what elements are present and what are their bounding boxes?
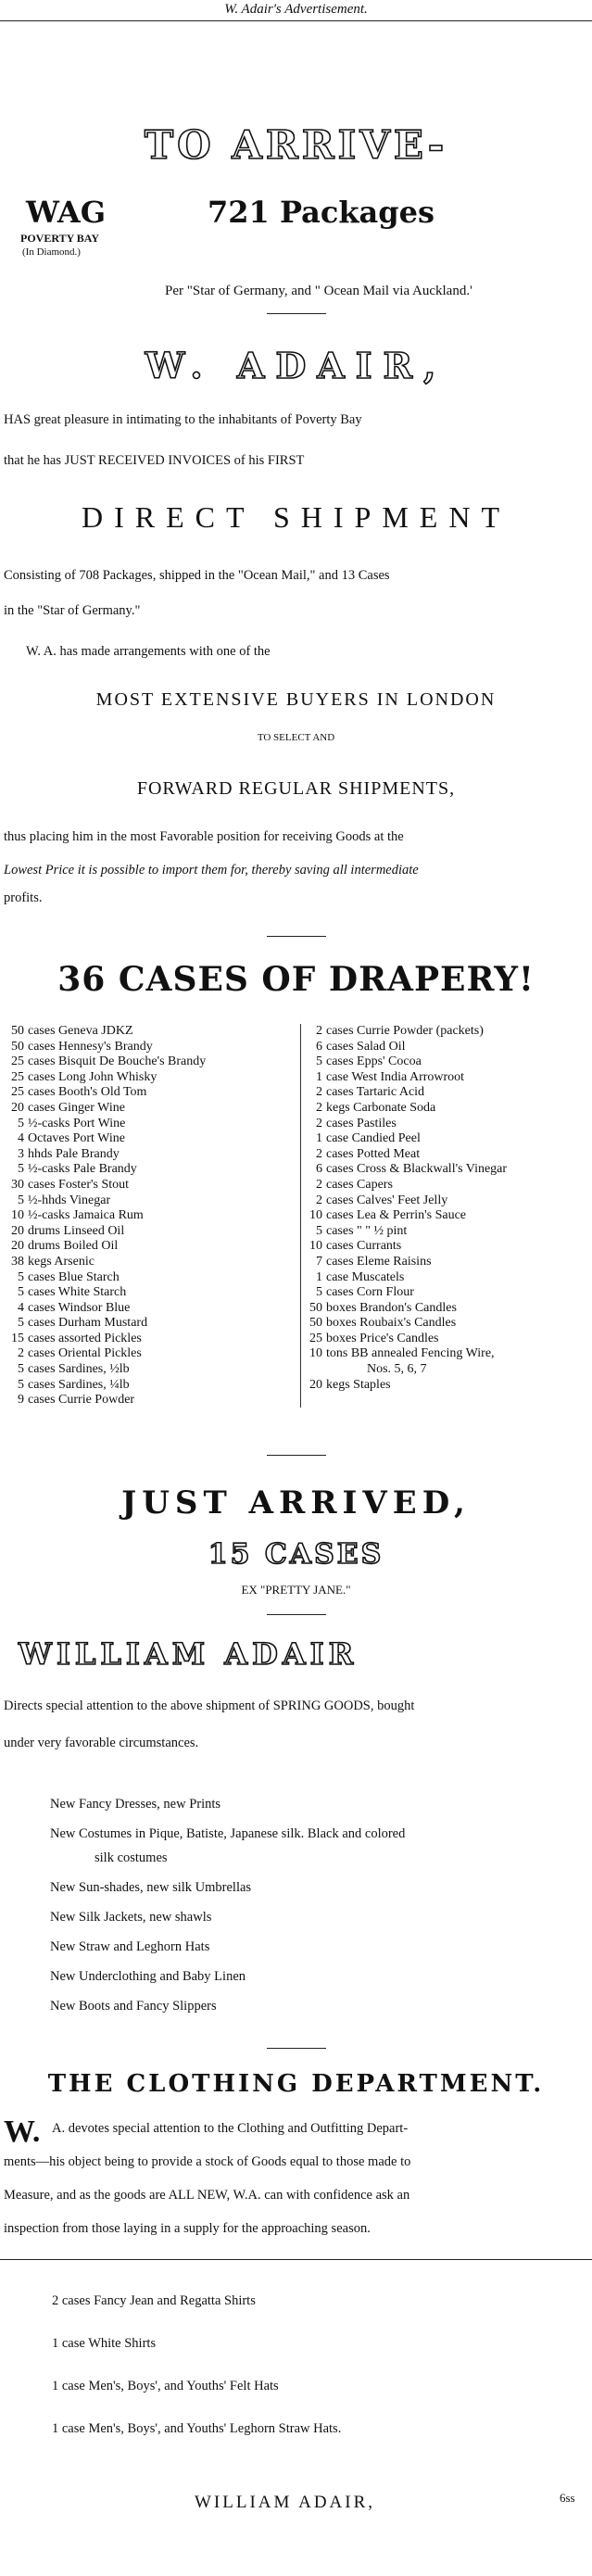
- goods-quantity: 6: [316, 1162, 322, 1177]
- goods-item: Octaves Port Wine: [28, 1131, 125, 1146]
- goods-item: cases Long John Whisky: [28, 1069, 157, 1084]
- direct-shipment-heading: DIRECT SHIPMENT: [82, 500, 510, 534]
- clothing-line-4: inspection from those laying in a supply for the approaching season.: [4, 2221, 371, 2236]
- consisting-line-2: in the "Star of Germany.": [4, 603, 141, 618]
- goods-item: case Muscatels: [326, 1269, 405, 1284]
- goods-row: [4, 1362, 298, 1378]
- divider: [267, 2048, 326, 2049]
- goods-item: cases Sardines, ¼lb: [28, 1377, 130, 1392]
- arrangements-line: W. A. has made arrangements with one of the: [26, 644, 271, 659]
- goods-quantity: 2: [316, 1024, 322, 1038]
- goods-row: [302, 1378, 591, 1394]
- goods-quantity: 2: [18, 1346, 24, 1361]
- goods-row: [4, 1147, 298, 1163]
- directs-line-1: Directs special attention to the above shipment of SPRING GOODS, bought: [4, 1698, 415, 1713]
- goods-row: [4, 1054, 298, 1070]
- goods-quantity: 4: [18, 1300, 24, 1315]
- goods-quantity: 38: [11, 1254, 24, 1269]
- goods-quantity: 7: [316, 1254, 322, 1269]
- goods-quantity: 4: [18, 1131, 24, 1146]
- goods-item: kegs Carbonate Soda: [326, 1100, 436, 1115]
- goods-row: [4, 1070, 298, 1086]
- goods-quantity: 20: [11, 1223, 24, 1238]
- goods-right-list: [302, 1024, 591, 1393]
- goods-item: cases Potted Meat: [326, 1146, 421, 1161]
- goods-item: ½-casks Jamaica Rum: [28, 1208, 144, 1223]
- goods-quantity: 20: [11, 1100, 24, 1115]
- goods-item: kegs Staples: [326, 1377, 391, 1392]
- clothing-heading: THE CLOTHING DEPARTMENT.: [47, 2070, 545, 2098]
- goods-row: [4, 1178, 298, 1193]
- goods-quantity: 5: [316, 1223, 322, 1238]
- clothing-item: 2 cases Fancy Jean and Regatta Shirts: [52, 2293, 256, 2308]
- goods-item: boxes Brandon's Candles: [326, 1300, 457, 1315]
- clothing-line-3: Measure, and as the goods are ALL NEW, W.A. can with confidence ask an: [4, 2188, 410, 2203]
- goods-quantity: 20: [309, 1377, 322, 1392]
- goods-item: ½-casks Port Wine: [28, 1116, 126, 1130]
- directs-line-2: under very favorable circumstances.: [4, 1736, 199, 1750]
- goods-item: cases Epps' Cocoa: [326, 1054, 422, 1069]
- drapery-heading: 36 CASES OF DRAPERY!: [57, 960, 535, 999]
- goods-quantity: 5: [18, 1162, 24, 1177]
- goods-row: [4, 1378, 298, 1394]
- goods-item: ½-casks Pale Brandy: [28, 1162, 137, 1177]
- goods-item: ½-hhds Vinegar: [28, 1193, 111, 1207]
- goods-quantity: 30: [11, 1177, 24, 1192]
- goods-item: cases Hennesy's Brandy: [28, 1039, 153, 1054]
- goods-row: [302, 1332, 591, 1347]
- clothing-item: 1 case White Shirts: [52, 2336, 157, 2351]
- clothing-item: 1 case Men's, Boys', and Youths' Felt Hats: [52, 2379, 279, 2393]
- goods-item: cases Geneva JDKZ: [28, 1024, 133, 1038]
- clothing-item: 1 case Men's, Boys', and Youths' Leghorn Straw Hats.: [52, 2421, 342, 2436]
- divider: [267, 1455, 326, 1456]
- forward-shipments-line: FORWARD REGULAR SHIPMENTS,: [136, 778, 456, 799]
- goods-item: drums Linseed Oil: [28, 1223, 125, 1238]
- goods-quantity: 2: [316, 1177, 322, 1192]
- goods-item: drums Boiled Oil: [28, 1239, 119, 1254]
- goods-row: [302, 1178, 591, 1193]
- goods-row: [4, 1255, 298, 1270]
- goods-item: cases Tartaric Acid: [326, 1085, 425, 1100]
- goods-item: cases assorted Pickles: [28, 1331, 142, 1345]
- goods-quantity: 25: [11, 1085, 24, 1100]
- goods-left-list: [4, 1024, 298, 1408]
- goods-quantity: 5: [18, 1193, 24, 1207]
- page-header: [0, 0, 592, 21]
- goods-row: [4, 1224, 298, 1240]
- goods-row: [302, 1024, 591, 1040]
- goods-item: cases Currie Powder (packets): [326, 1024, 484, 1038]
- goods-row: [302, 1147, 591, 1163]
- cases-heading: 15 CASES: [208, 1538, 384, 1571]
- just-arrived-heading: JUST ARRIVED,: [121, 1484, 471, 1522]
- goods-row: [302, 1117, 591, 1132]
- goods-item: tons BB annealed Fencing Wire,: [326, 1346, 495, 1361]
- goods-row: [302, 1162, 591, 1178]
- divider: [267, 313, 326, 314]
- clothing-line-1: A. devotes special attention to the Clothing and Outfitting Depart-: [52, 2121, 409, 2136]
- goods-row: [4, 1131, 298, 1147]
- goods-item: cases Foster's Stout: [28, 1177, 130, 1192]
- goods-quantity: 5: [18, 1116, 24, 1130]
- goods-item: cases Bisquit De Bouche's Brandy: [28, 1054, 207, 1069]
- placing-line-3: profits.: [4, 890, 43, 905]
- goods-item: boxes Price's Candles: [326, 1331, 439, 1345]
- goods-quantity: 5: [18, 1269, 24, 1284]
- footer-signature: WILLIAM ADAIR,: [195, 2493, 376, 2512]
- to-arrive-heading: TO ARRIVE-: [144, 122, 448, 168]
- goods-row: [4, 1117, 298, 1132]
- goods-row: [302, 1301, 591, 1317]
- goods-row: [302, 1054, 591, 1070]
- goods-quantity: 5: [18, 1285, 24, 1300]
- goods-item: Nos. 5, 6, 7: [367, 1362, 427, 1377]
- goods-row: [4, 1301, 298, 1317]
- spring-goods-item: New Boots and Fancy Slippers: [50, 1999, 217, 2014]
- goods-item: cases Oriental Pickles: [28, 1346, 142, 1361]
- spring-goods-item: New Straw and Leghorn Hats: [50, 1939, 210, 1954]
- goods-item: cases White Starch: [28, 1285, 127, 1300]
- goods-quantity: 5: [18, 1316, 24, 1331]
- goods-item: case Candied Peel: [326, 1131, 421, 1146]
- goods-row: [302, 1070, 591, 1086]
- goods-row: [4, 1040, 298, 1055]
- goods-quantity: 10: [11, 1208, 24, 1223]
- goods-quantity: 25: [11, 1054, 24, 1069]
- goods-quantity: 10: [309, 1239, 322, 1254]
- intimating-line-2: that he has JUST RECEIVED INVOICES of his FIRST: [4, 453, 305, 468]
- per-ships-line: Per "Star of Germany, and " Ocean Mail via Auckland.': [165, 284, 472, 298]
- spring-goods-item: New Fancy Dresses, new Prints: [50, 1797, 221, 1812]
- goods-row: [302, 1101, 591, 1117]
- goods-item: cases " " ½ pint: [326, 1223, 408, 1238]
- goods-quantity: 2: [316, 1085, 322, 1100]
- goods-quantity: 2: [316, 1146, 322, 1161]
- goods-row: [302, 1131, 591, 1147]
- pretty-jane-line: EX "PRETTY JANE.": [241, 1583, 351, 1597]
- w-adair-heading: W. ADAIR,: [145, 345, 447, 386]
- goods-row: [302, 1193, 591, 1209]
- goods-quantity: 20: [11, 1239, 24, 1254]
- goods-item: cases Eleme Raisins: [326, 1254, 432, 1269]
- goods-quantity: 50: [11, 1039, 24, 1054]
- goods-row: [4, 1332, 298, 1347]
- goods-quantity: 2: [316, 1100, 322, 1115]
- placing-line-2: Lowest Price it is possible to import them for, thereby saving all intermediate: [4, 863, 419, 878]
- goods-row: [302, 1224, 591, 1240]
- placing-line-1: thus placing him in the most Favorable position for receiving Goods at the: [4, 829, 404, 844]
- goods-row: [4, 1101, 298, 1117]
- goods-item: kegs Arsenic: [28, 1254, 94, 1269]
- intimating-line-1: HAS great pleasure in intimating to the inhabitants of Poverty Bay: [4, 412, 362, 427]
- goods-quantity: 15: [11, 1331, 24, 1345]
- goods-quantity: 1: [316, 1269, 322, 1284]
- goods-quantity: 50: [309, 1300, 322, 1315]
- goods-quantity: 2: [316, 1116, 322, 1130]
- divider: [0, 2259, 592, 2260]
- goods-item: cases Ginger Wine: [28, 1100, 125, 1115]
- goods-quantity: 1: [316, 1131, 322, 1146]
- in-diamond-label: (In Diamond.): [22, 246, 81, 258]
- goods-row: [4, 1162, 298, 1178]
- goods-item: cases Windsor Blue: [28, 1300, 131, 1315]
- goods-row: [302, 1239, 591, 1255]
- spring-goods-item: New Sun-shades, new silk Umbrellas: [50, 1880, 252, 1895]
- goods-row: [302, 1085, 591, 1101]
- goods-row: [4, 1316, 298, 1332]
- goods-item: cases Durham Mustard: [28, 1316, 148, 1331]
- goods-row: [4, 1085, 298, 1101]
- goods-row: [4, 1285, 298, 1301]
- goods-row: [302, 1346, 591, 1362]
- goods-item: cases Currants: [326, 1239, 402, 1254]
- goods-quantity: 10: [309, 1346, 322, 1361]
- spring-goods-item: New Silk Jackets, new shawls: [50, 1910, 212, 1925]
- goods-item: cases Salad Oil: [326, 1039, 406, 1054]
- goods-item: cases Corn Flour: [326, 1285, 414, 1300]
- goods-item: boxes Roubaix's Candles: [326, 1316, 457, 1331]
- goods-quantity: 50: [11, 1024, 24, 1038]
- goods-quantity: 2: [316, 1193, 322, 1207]
- goods-item: cases Sardines, ½lb: [28, 1362, 130, 1377]
- goods-row: [4, 1346, 298, 1362]
- column-divider: [300, 1024, 301, 1408]
- goods-quantity: 5: [316, 1285, 322, 1300]
- divider: [267, 1614, 326, 1615]
- goods-quantity: 9: [18, 1393, 24, 1408]
- divider: [267, 936, 326, 937]
- packages-count: 721 Packages: [208, 195, 435, 230]
- spring-goods-item: silk costumes: [94, 1850, 168, 1865]
- spring-goods-item: New Underclothing and Baby Linen: [50, 1969, 246, 1984]
- goods-row: [302, 1040, 591, 1055]
- poverty-bay-label: POVERTY BAY: [20, 232, 100, 245]
- goods-row: [302, 1270, 591, 1286]
- clothing-dropcap: W.: [4, 2115, 41, 2149]
- goods-quantity: 3: [18, 1146, 24, 1161]
- goods-item: case West India Arrowroot: [326, 1069, 465, 1084]
- goods-item: cases Cross & Blackwall's Vinegar: [326, 1162, 508, 1177]
- goods-quantity: 5: [18, 1377, 24, 1392]
- goods-row: [302, 1316, 591, 1332]
- goods-item: cases Pastiles: [326, 1116, 397, 1130]
- goods-item: cases Lea & Perrin's Sauce: [326, 1208, 467, 1223]
- goods-quantity: 1: [316, 1069, 322, 1084]
- goods-row: [4, 1208, 298, 1224]
- goods-quantity: 25: [309, 1331, 322, 1345]
- goods-row: [302, 1255, 591, 1270]
- goods-row: [302, 1362, 591, 1378]
- goods-quantity: 6: [316, 1039, 322, 1054]
- goods-row: [302, 1285, 591, 1301]
- goods-quantity: 50: [309, 1316, 322, 1331]
- page-number: 6ss: [560, 2491, 575, 2505]
- goods-row: [4, 1393, 298, 1408]
- goods-quantity: 5: [316, 1054, 322, 1069]
- goods-item: cases Calves' Feet Jelly: [326, 1193, 448, 1207]
- william-adair-heading: WILLIAM ADAIR: [19, 1636, 359, 1672]
- goods-row: [4, 1270, 298, 1286]
- goods-row: [4, 1024, 298, 1040]
- consisting-line-1: Consisting of 708 Packages, shipped in the "Ocean Mail," and 13 Cases: [4, 568, 390, 583]
- goods-quantity: 10: [309, 1208, 322, 1223]
- goods-item: cases Capers: [326, 1177, 393, 1192]
- goods-row: [4, 1239, 298, 1255]
- goods-row: [302, 1208, 591, 1224]
- goods-item: cases Booth's Old Tom: [28, 1085, 147, 1100]
- goods-quantity: 5: [18, 1362, 24, 1377]
- to-select-line: TO SELECT AND: [257, 732, 335, 743]
- goods-quantity: 25: [11, 1069, 24, 1084]
- goods-item: cases Blue Starch: [28, 1269, 120, 1284]
- buyers-line: MOST EXTENSIVE BUYERS IN LONDON: [95, 689, 497, 710]
- goods-item: hhds Pale Brandy: [28, 1146, 120, 1161]
- goods-row: [4, 1193, 298, 1209]
- header-title: W. Adair's Advertisement.: [224, 2, 368, 17]
- clothing-line-2: ments—his object being to provide a stock of Goods equal to those made to: [4, 2154, 411, 2169]
- spring-goods-item: New Costumes in Pique, Batiste, Japanese silk. Black and colored: [50, 1826, 406, 1841]
- wag-mark: WAG: [26, 195, 107, 230]
- goods-item: cases Currie Powder: [28, 1393, 135, 1408]
